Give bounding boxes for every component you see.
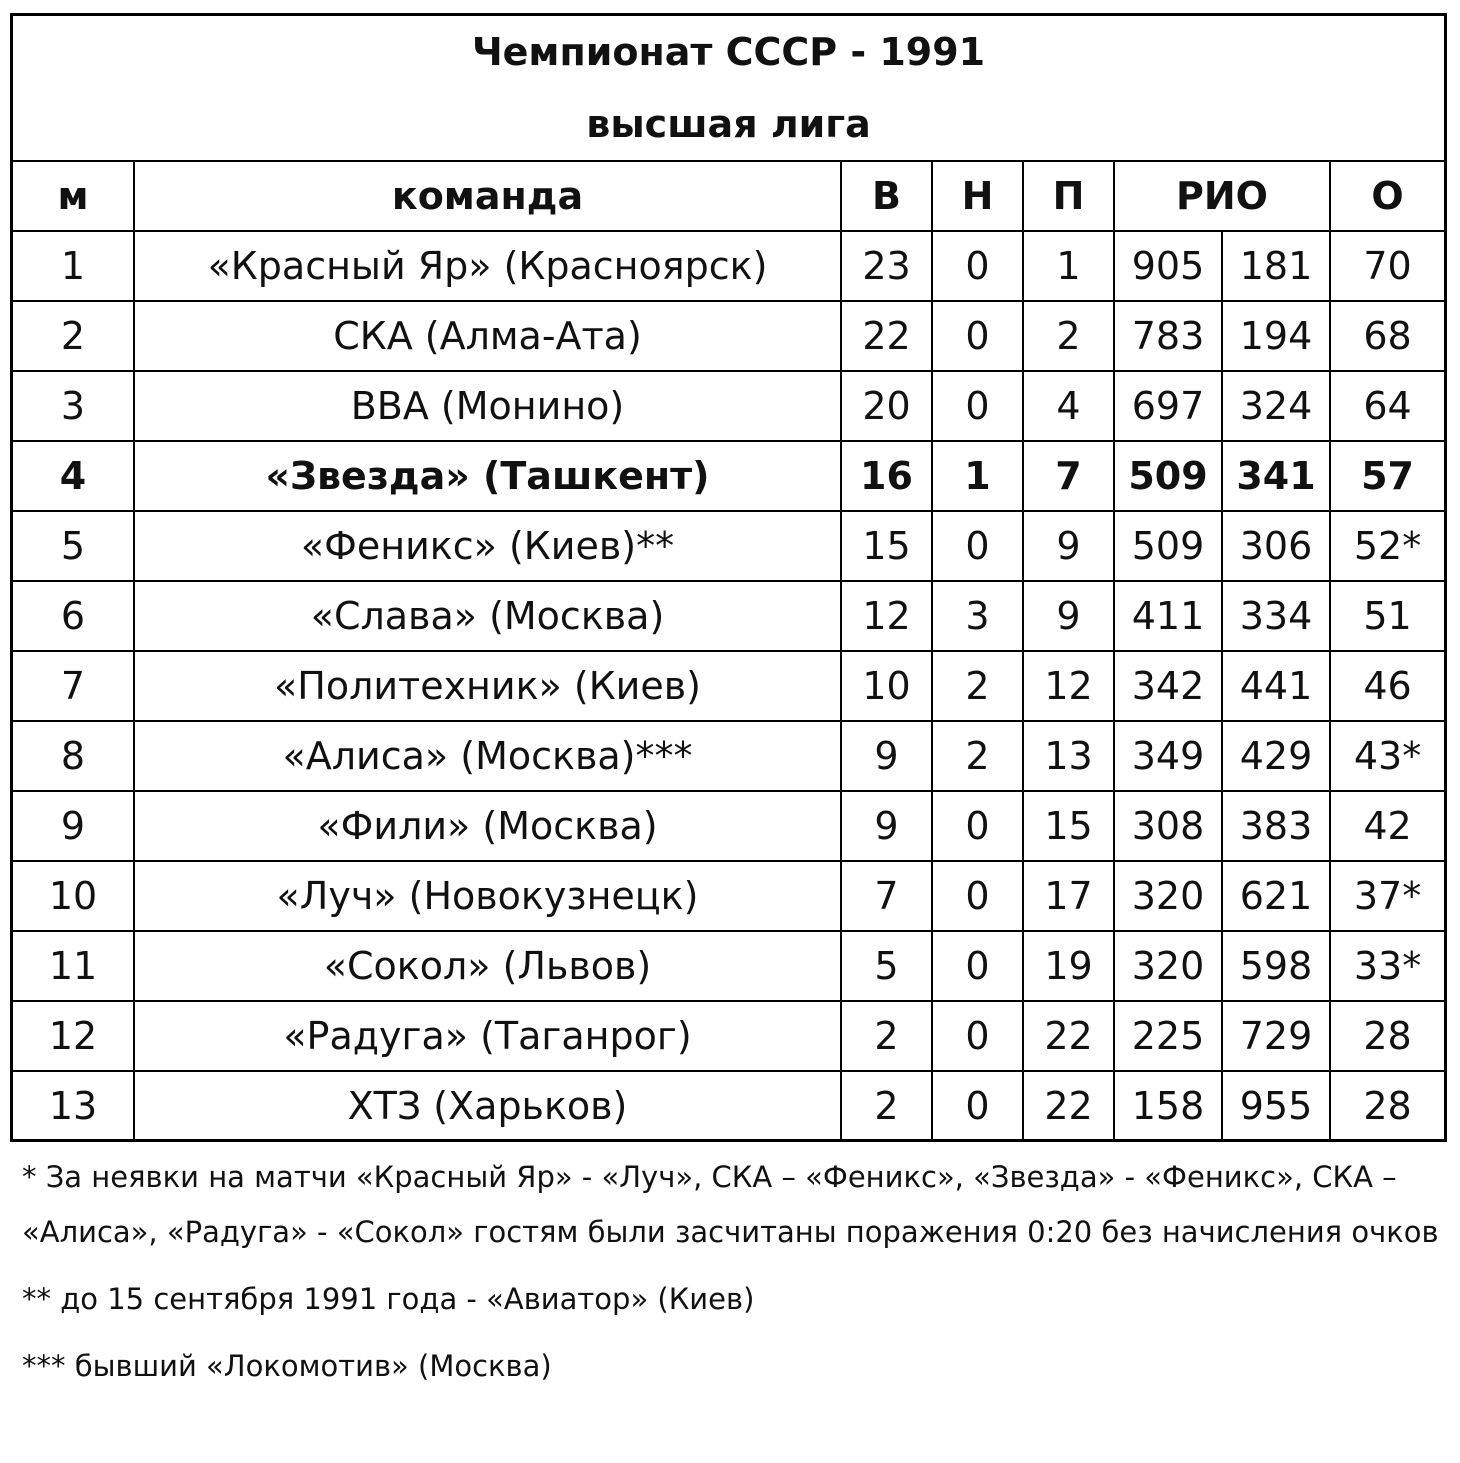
cell-place: 11 <box>13 931 134 1001</box>
header-draws: Н <box>932 161 1023 231</box>
cell-team: «Звезда» (Ташкент) <box>134 441 841 511</box>
cell-place: 10 <box>13 861 134 931</box>
standings-table-frame <box>10 13 1447 1142</box>
cell-draws: 0 <box>932 931 1023 1001</box>
cell-goals-against: 729 <box>1222 1001 1330 1071</box>
cell-place: 4 <box>13 441 134 511</box>
cell-points: 37* <box>1330 861 1444 931</box>
table-row <box>13 791 1444 861</box>
cell-wins: 2 <box>841 1071 932 1140</box>
cell-team: «Политехник» (Киев) <box>134 651 841 721</box>
cell-losses: 12 <box>1023 651 1114 721</box>
cell-place: 2 <box>13 301 134 371</box>
cell-wins: 22 <box>841 301 932 371</box>
cell-losses: 7 <box>1023 441 1114 511</box>
cell-points: 57 <box>1330 441 1444 511</box>
cell-points: 43* <box>1330 721 1444 791</box>
cell-wins: 23 <box>841 231 932 301</box>
cell-points: 70 <box>1330 231 1444 301</box>
cell-goals-against: 383 <box>1222 791 1330 861</box>
cell-wins: 2 <box>841 1001 932 1071</box>
cell-goals-for: 509 <box>1114 511 1222 581</box>
cell-goals-against: 621 <box>1222 861 1330 931</box>
cell-wins: 15 <box>841 511 932 581</box>
cell-losses: 22 <box>1023 1001 1114 1071</box>
cell-goals-for: 158 <box>1114 1071 1222 1140</box>
cell-draws: 1 <box>932 441 1023 511</box>
header-place: м <box>13 161 134 231</box>
table-title: Чемпионат СССР - 1991 <box>471 30 986 74</box>
cell-draws: 2 <box>932 721 1023 791</box>
footnote-feniks: ** до 15 сентября 1991 года - «Авиатор» (Киев) <box>22 1282 755 1316</box>
cell-goals-for: 225 <box>1114 1001 1222 1071</box>
cell-team: ХТЗ (Харьков) <box>134 1071 841 1140</box>
cell-draws: 0 <box>932 861 1023 931</box>
cell-team: «Луч» (Новокузнецк) <box>134 861 841 931</box>
table-row <box>13 301 1444 371</box>
cell-draws: 0 <box>932 511 1023 581</box>
cell-place: 8 <box>13 721 134 791</box>
cell-losses: 4 <box>1023 371 1114 441</box>
cell-wins: 7 <box>841 861 932 931</box>
table-row <box>13 721 1444 791</box>
cell-losses: 15 <box>1023 791 1114 861</box>
cell-draws: 3 <box>932 581 1023 651</box>
cell-draws: 0 <box>932 791 1023 861</box>
cell-losses: 2 <box>1023 301 1114 371</box>
cell-losses: 1 <box>1023 231 1114 301</box>
table-row <box>13 1071 1444 1140</box>
cell-points: 33* <box>1330 931 1444 1001</box>
footnote-alisa: *** бывший «Локомотив» (Москва) <box>22 1349 552 1383</box>
table-row <box>13 931 1444 1001</box>
cell-goals-against: 955 <box>1222 1071 1330 1140</box>
table-row <box>13 231 1444 301</box>
cell-points: 64 <box>1330 371 1444 441</box>
cell-team: «Феникс» (Киев)** <box>134 511 841 581</box>
cell-losses: 19 <box>1023 931 1114 1001</box>
cell-draws: 2 <box>932 651 1023 721</box>
cell-losses: 17 <box>1023 861 1114 931</box>
cell-losses: 9 <box>1023 511 1114 581</box>
cell-goals-against: 194 <box>1222 301 1330 371</box>
cell-wins: 20 <box>841 371 932 441</box>
cell-team: «Сокол» (Львов) <box>134 931 841 1001</box>
cell-draws: 0 <box>932 1071 1023 1140</box>
cell-goals-for: 342 <box>1114 651 1222 721</box>
cell-team: «Алиса» (Москва)*** <box>134 721 841 791</box>
table-row <box>13 1001 1444 1071</box>
footnote-forfeits: * За неявки на матчи «Красный Яр» - «Луч», СКА – «Феникс», «Звезда» - «Феникс», СКА – «Алиса», «Радуга» - «Сокол» гостям были засчитаны поражения 0:20 без начисления очков <box>22 1160 1439 1249</box>
cell-points: 28 <box>1330 1001 1444 1071</box>
cell-points: 46 <box>1330 651 1444 721</box>
cell-wins: 9 <box>841 721 932 791</box>
cell-goals-against: 306 <box>1222 511 1330 581</box>
cell-goals-for: 697 <box>1114 371 1222 441</box>
cell-wins: 10 <box>841 651 932 721</box>
cell-points: 28 <box>1330 1071 1444 1140</box>
header-team: команда <box>134 161 841 231</box>
cell-draws: 0 <box>932 231 1023 301</box>
cell-points: 52* <box>1330 511 1444 581</box>
cell-draws: 0 <box>932 301 1023 371</box>
cell-place: 13 <box>13 1071 134 1140</box>
cell-wins: 12 <box>841 581 932 651</box>
cell-goals-for: 320 <box>1114 931 1222 1001</box>
cell-goals-against: 598 <box>1222 931 1330 1001</box>
cell-points: 42 <box>1330 791 1444 861</box>
cell-points: 51 <box>1330 581 1444 651</box>
header-wins: В <box>841 161 932 231</box>
cell-goals-for: 308 <box>1114 791 1222 861</box>
cell-team: «Красный Яр» (Красноярск) <box>134 231 841 301</box>
cell-goals-against: 334 <box>1222 581 1330 651</box>
table-subtitle: высшая лига <box>586 102 871 147</box>
header-points: О <box>1330 161 1444 231</box>
cell-place: 3 <box>13 371 134 441</box>
cell-losses: 9 <box>1023 581 1114 651</box>
cell-draws: 0 <box>932 371 1023 441</box>
cell-goals-for: 349 <box>1114 721 1222 791</box>
cell-draws: 0 <box>932 1001 1023 1071</box>
standings-table <box>13 16 1444 1140</box>
table-row <box>13 441 1444 511</box>
cell-place: 1 <box>13 231 134 301</box>
table-row <box>13 651 1444 721</box>
cell-goals-for: 509 <box>1114 441 1222 511</box>
table-title-cell <box>13 16 1444 161</box>
table-row <box>13 371 1444 441</box>
cell-goals-against: 181 <box>1222 231 1330 301</box>
cell-goals-against: 441 <box>1222 651 1330 721</box>
cell-team: «Фили» (Москва) <box>134 791 841 861</box>
cell-goals-for: 783 <box>1114 301 1222 371</box>
cell-team: ВВА (Монино) <box>134 371 841 441</box>
cell-place: 6 <box>13 581 134 651</box>
cell-team: СКА (Алма-Ата) <box>134 301 841 371</box>
cell-wins: 16 <box>841 441 932 511</box>
cell-wins: 5 <box>841 931 932 1001</box>
header-losses: П <box>1023 161 1114 231</box>
header-score: РИО <box>1114 161 1330 231</box>
cell-place: 12 <box>13 1001 134 1071</box>
cell-goals-against: 324 <box>1222 371 1330 441</box>
cell-place: 5 <box>13 511 134 581</box>
table-row <box>13 581 1444 651</box>
cell-goals-against: 341 <box>1222 441 1330 511</box>
footnotes <box>22 1150 1442 1394</box>
cell-place: 9 <box>13 791 134 861</box>
cell-goals-against: 429 <box>1222 721 1330 791</box>
cell-team: «Радуга» (Таганрог) <box>134 1001 841 1071</box>
cell-goals-for: 320 <box>1114 861 1222 931</box>
cell-wins: 9 <box>841 791 932 861</box>
cell-place: 7 <box>13 651 134 721</box>
cell-losses: 22 <box>1023 1071 1114 1140</box>
cell-goals-for: 905 <box>1114 231 1222 301</box>
cell-goals-for: 411 <box>1114 581 1222 651</box>
cell-losses: 13 <box>1023 721 1114 791</box>
cell-team: «Слава» (Москва) <box>134 581 841 651</box>
header-row <box>13 161 1444 231</box>
cell-points: 68 <box>1330 301 1444 371</box>
table-row <box>13 511 1444 581</box>
table-row <box>13 861 1444 931</box>
